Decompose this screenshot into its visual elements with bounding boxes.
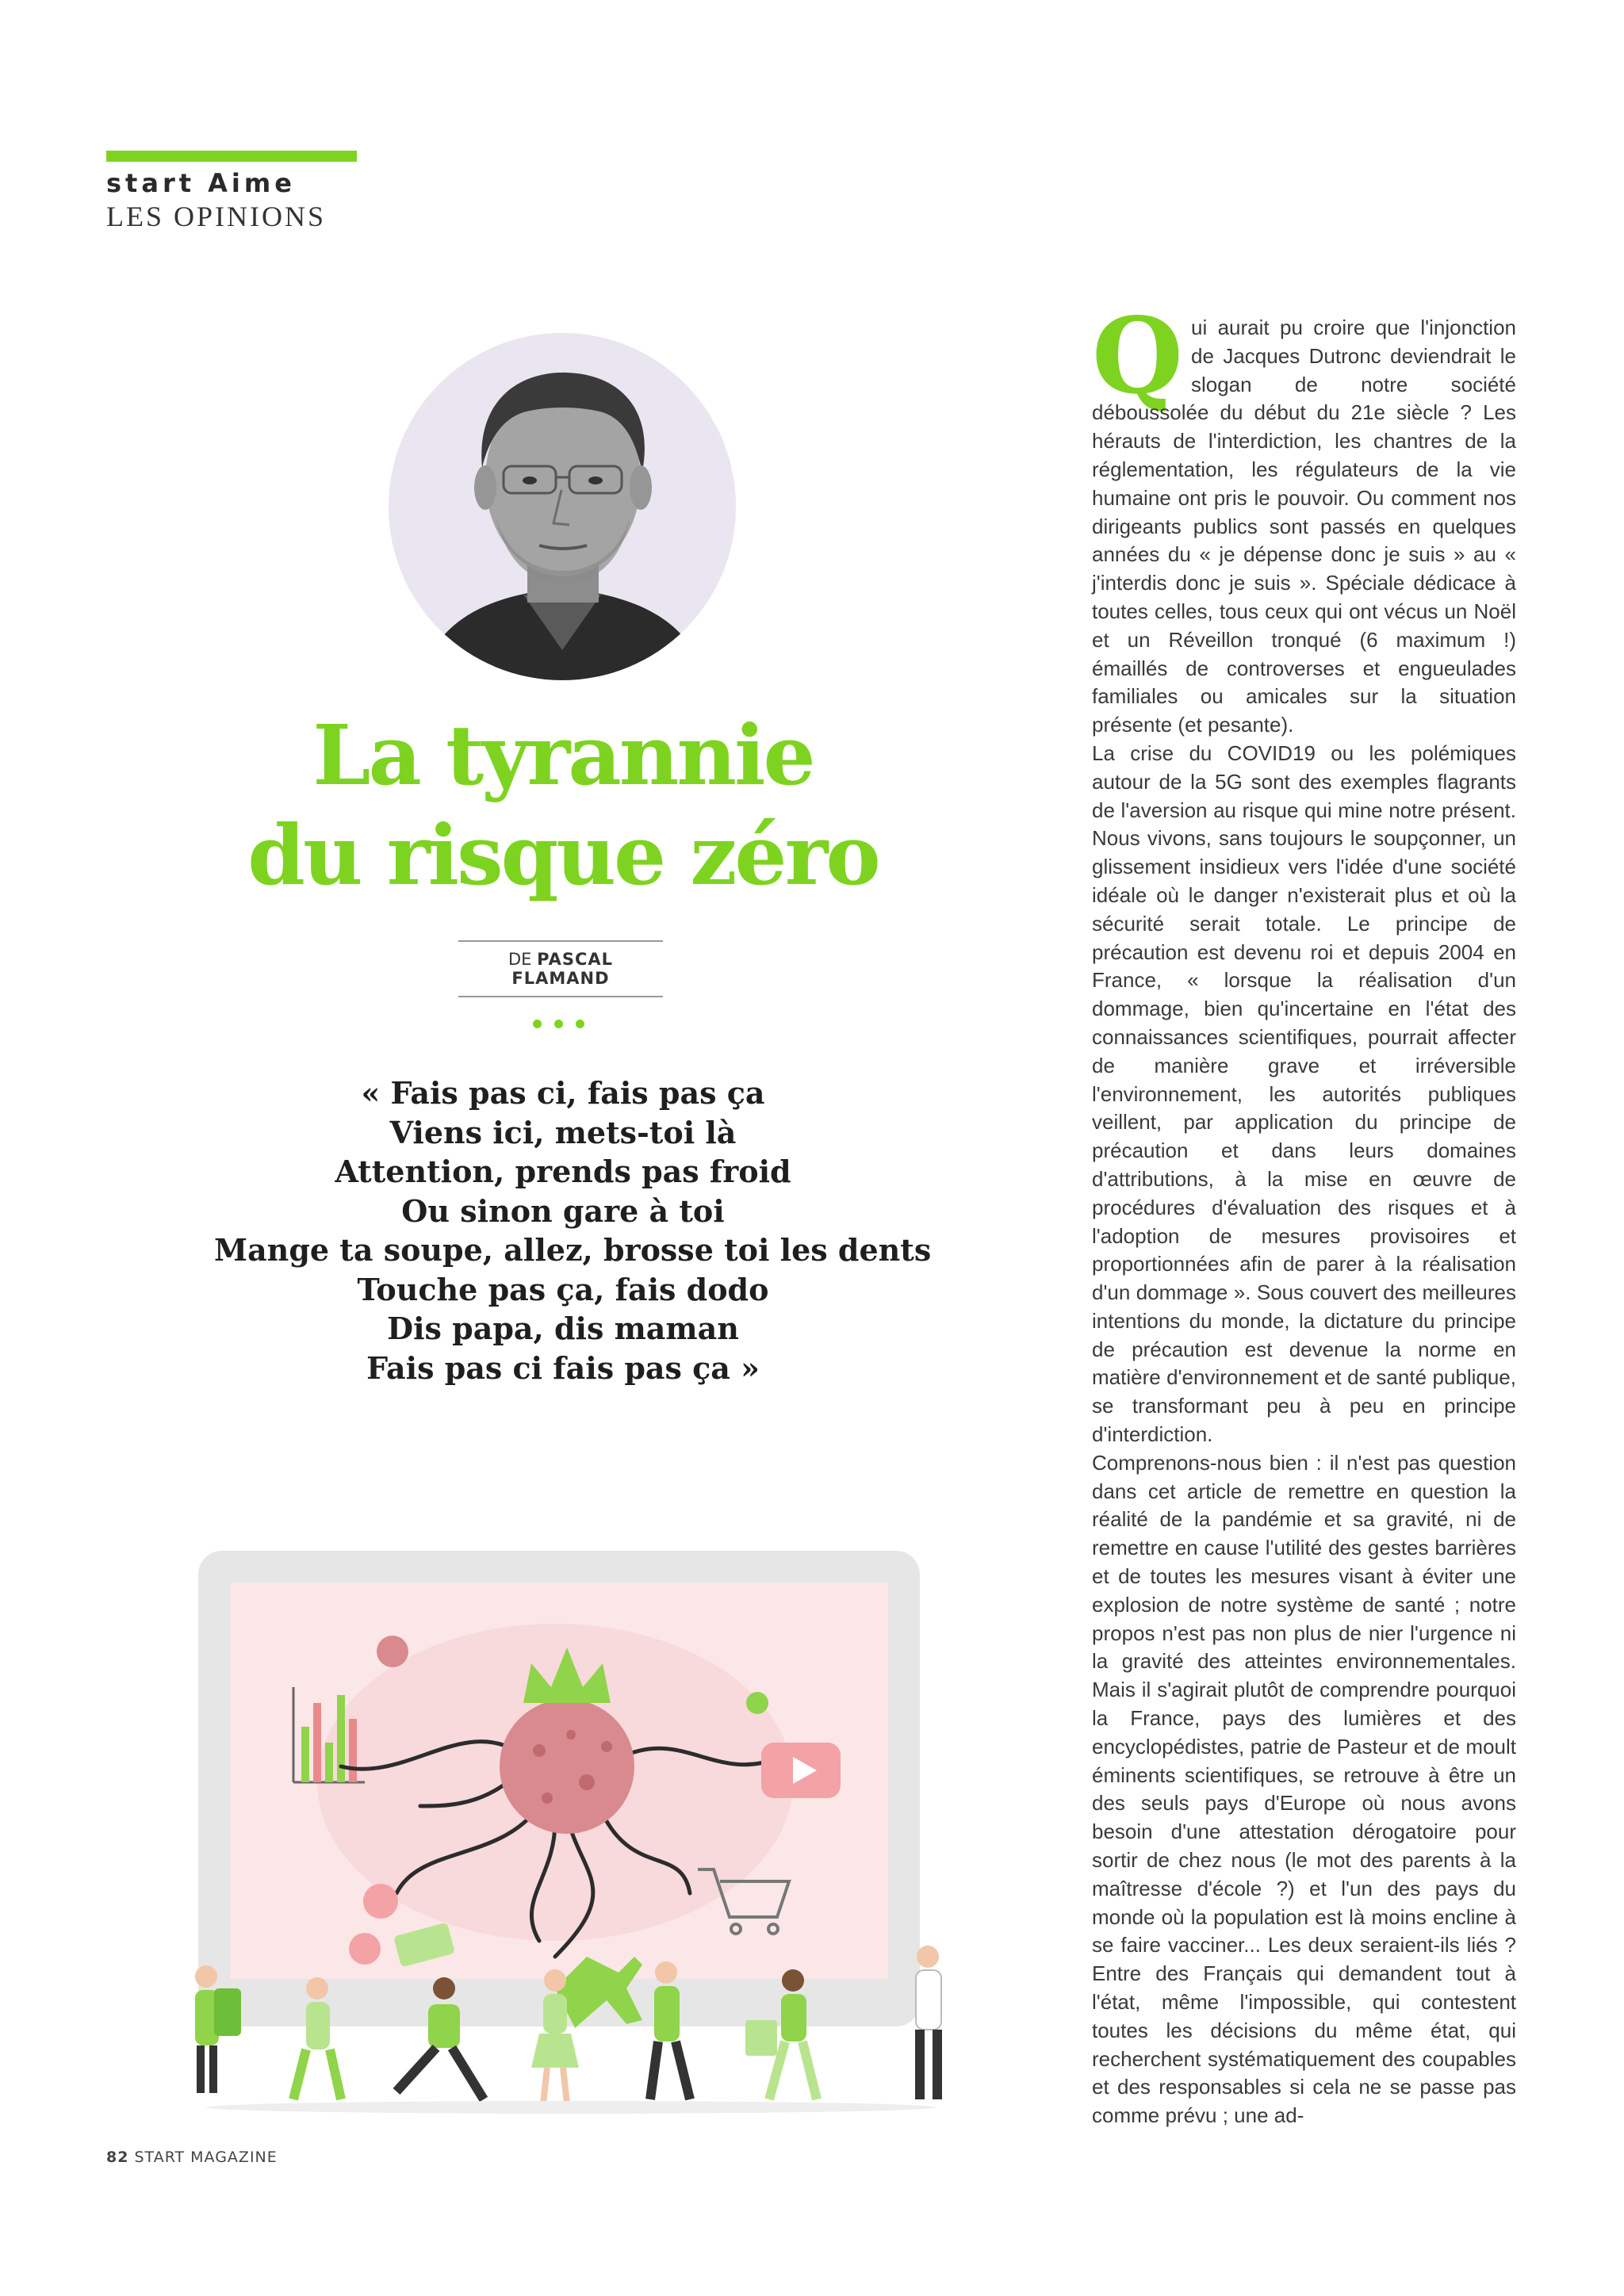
quote-line: Ou sinon gare à toi: [401, 1192, 725, 1229]
article-title: [206, 706, 920, 905]
quote-line: Touche pas ça, fais dodo: [357, 1271, 769, 1307]
dot: [533, 1020, 542, 1028]
quote-line: Attention, prends pas froid: [335, 1154, 791, 1189]
title-line-1: La tyrannie: [312, 706, 814, 804]
paragraph-2: La crise du COVID19 ou les polémiques autour de la 5G sont des exemples flagrants de l'aversion au risque qui mine notre présent. Nous vivons, sans toujours le soupçonner, un glissement insidieux vers l'idée d'une société idéale où le danger n'existerait plus et où la sécurité serait totale. Le principe de précaution est devenu roi et depuis 2004 en France, « lorsque la réalisation d'un dommage, bien qu'incertaine en l'état des connaissances scientifiques, pourrait affecter de manière grave et irréversible l'environnement, les autorités publiques veillent, par application du principe de précaution et dans leurs domaines d'attributions, à la mise en œuvre de procédures d'évaluation des risques et à l'adoption de mesures provisoires et proportionnées afin de parer à la réalisation d'un dommage ». Sous couvert des meilleures intentions du monde, la dictature du principe de précaution est devenue la norme en matière d'environnement et de santé publique, se transformant peu à peu en principe d'interdiction.: [1092, 740, 1516, 1447]
song-quote: [214, 1073, 932, 1387]
page-number: 82: [106, 2149, 129, 2166]
quote-line: Viens ici, mets-toi là: [389, 1114, 737, 1150]
magazine-name: START MAGAZINE: [134, 2149, 278, 2166]
decorative-dots: [533, 1020, 584, 1028]
quote-line: Dis papa, dis maman: [387, 1311, 739, 1346]
section-name: LES OPINIONS: [106, 201, 327, 232]
quote-line: Mange ta soupe, allez, brosse toi les dents: [214, 1232, 932, 1268]
byline-prefix: DE: [508, 950, 532, 969]
section-brand: start Aime: [106, 168, 296, 198]
page-footer: [106, 2149, 278, 2166]
paragraph-1: [1092, 295, 1516, 740]
illustration-svg: [143, 1544, 983, 2115]
dot: [576, 1020, 584, 1028]
virus-illustration: [143, 1544, 983, 2115]
title-line-2: du risque zéro: [247, 806, 879, 904]
portrait-illustration: [389, 333, 736, 680]
section-header: [106, 168, 326, 233]
section-accent-bar: [106, 151, 357, 162]
paragraph-3: Comprenons-nous bien : il n'est pas question dans cet article de remettre en question la réalité de la pandémie et sa gravité, ni de remettre en cause l'utilité des gestes barrières et de toutes les mesures visant à éviter une explosion de notre système de santé ; notre propos n'est pas non plus de nier l'urgence ni la gravité des atteintes environnementales. Mais il s'agirait plutôt de comprendre pourquoi la France, pays des lumières et des encyclopédistes, patrie de Pasteur et de moult éminents scientifiques, se retrouve à être un des seuls pays d'Europe où nous avons besoin d'une attestation dérogatoire pour sortir de chez nous (le mot des parents à la maîtresse d'école ?) et l'un des pays du monde où la population est là moins encline à se faire vacciner... Les deux seraient-ils liés ? Entre des Français qui demandent tout à l'état, même l'impossible, qui contestent toutes les décisions du même état, qui recherchent systématiquement des coupables et des responsables si cela ne se passe pas comme prévu ; une ad-: [1092, 1450, 1516, 2128]
quote-line: Fais pas ci fais pas ça »: [366, 1349, 760, 1386]
paragraph-1-text: ui aurait pu croire que l'injonction de Jacques Dutronc deviendrait le slogan de notre société déboussolée du début du 21e siècle ? Les hérauts de l'interdiction, les chantres de la réglementation, les régulateurs de la vie humaine ont pris le pouvoir. Ou comment nos dirigeants publics sont passés en quelques années du « je dépense donc je suis » au « j'interdis donc je suis ». Spéciale dédicace à toutes celles, tous ceux qui ont vécus un Noël et un Réveillon tronqué (6 maximum !) émaillés de controverses et engueulades familiales ou amicales sur la situation présente (et pesante).: [1092, 316, 1516, 737]
dot: [554, 1020, 563, 1028]
article-body: [1092, 295, 1516, 2130]
byline-author: PASCAL FLAMAND: [511, 950, 614, 988]
byline: [458, 940, 663, 997]
drop-cap: Q: [1092, 295, 1183, 418]
author-portrait: [389, 333, 736, 680]
quote-line: « Fais pas ci, fais pas ça: [361, 1075, 765, 1111]
